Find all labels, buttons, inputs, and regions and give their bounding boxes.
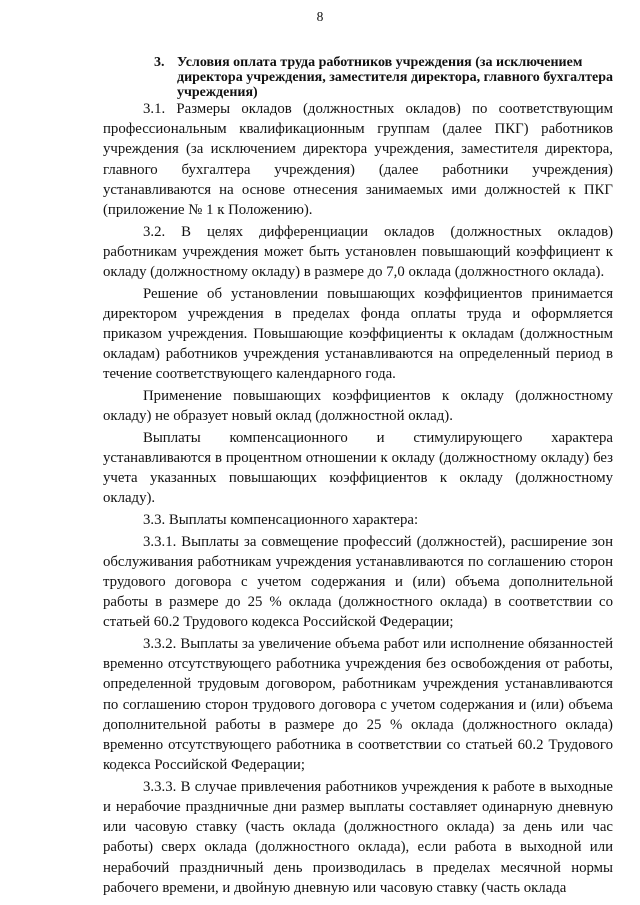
paragraph-payments-percentage: Выплаты компенсационного и стимулирующего характера устанавливаются в процентном отношении к окладу (должностному окладу) без учета указанных повышающих коэффициентов к окладу (должностному окладу). — [103, 429, 613, 507]
paragraph-coefficient-decision: Решение об установлении повышающих коэффициентов принимается директором учреждения в пределах фонда оплаты труда и оформляется приказом учреждения. Повышающие коэффициенты к окладам (должностным окладам) работников учреждения устанавливаются на определенный период в течение соответствующего календарного года. — [103, 285, 613, 383]
section-number: 3. — [154, 55, 165, 70]
paragraph-3-3-1: 3.3.1. Выплаты за совмещение профессий (должностей), расширение зон обслуживания работникам учреждения устанавливаются по соглашению сторон трудового договора с учетом содержания и (или) объема дополнительной работы в размере до 25 % оклада (должностного оклада) в соответствии со статьей 60.2 Трудового кодекса Российской Федерации; — [103, 533, 613, 631]
document-body — [103, 99, 613, 898]
page-number: 8 — [316, 9, 324, 24]
paragraph-coefficient-application: Применение повышающих коэффициентов к окладу (должностному окладу) не образует новый оклад (должностной оклад). — [103, 388, 613, 425]
paragraph-3-3: 3.3. Выплаты компенсационного характера: — [143, 512, 419, 529]
paragraph-3-3-3: 3.3.3. В случае привлечения работников учреждения к работе в выходные и нерабочие праздничные дни размер выплаты составляет одинарную дневную или часовую ставку (часть оклада (должностного оклада) за день или час работы) сверх оклада (должностного оклада), если работа в выходной или нерабочий праздничный день производилась в пределах месячной нормы рабочего времени, и двойную дневную или часовую ставку (часть оклада — [103, 778, 613, 896]
paragraph-3-3-2: 3.3.2. Выплаты за увеличение объема работ или исполнение обязанностей временно отсутствующего работника учреждения без освобождения от работы, определенной трудовым договором, работникам учреждения устанавливаются по соглашению сторон трудового договора с учетом содержания и (или) объема дополнительной работы в размере до 25 % оклада (должностного оклада) временно отсутствующего работника в соответствии со статьей 60.2 Трудового кодекса Российской Федерации; — [103, 636, 613, 774]
paragraph-3-1: 3.1. Размеры окладов (должностных окладов) по соответствующим профессиональным квалификационным группам (далее ПКГ) работников учреждения (за исключением директора учреждения, заместителя директора, главного бухгалтера учреждения) (далее работники учреждения) устанавливаются на основе отнесения занимаемых ими должностей к ПКГ (приложение № 1 к Положению). — [103, 101, 613, 219]
paragraph-3-2: 3.2. В целях дифференциации окладов (должностных окладов) работникам учреждения может быть установлен повышающий коэффициент к окладу (должностному окладу) в размере до 7,0 оклада (должностного оклада). — [103, 223, 613, 281]
section-title: Условия оплата труда работников учреждения (за исключением директора учреждения, заместителя директора, главного бухгалтера учреждения) — [177, 55, 613, 100]
